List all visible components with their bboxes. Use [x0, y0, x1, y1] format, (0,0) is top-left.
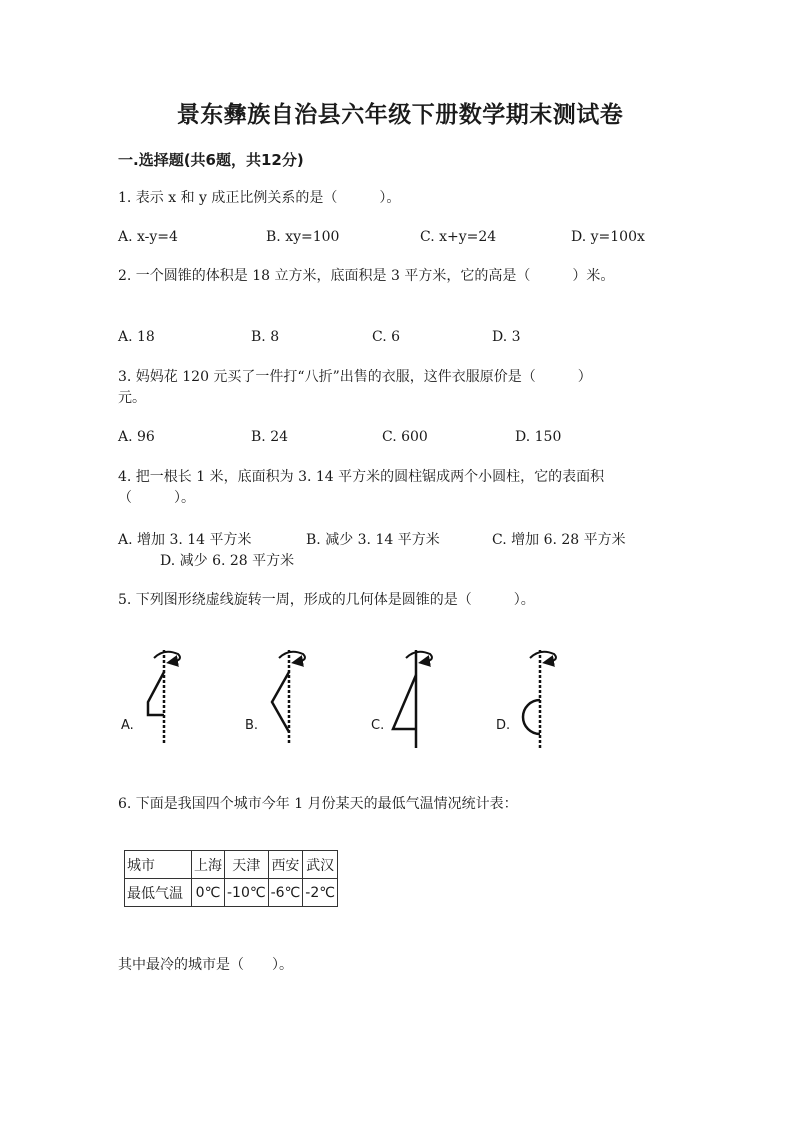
table-cell: 0℃ [192, 879, 225, 907]
question-6-followup: 其中最冷的城市是（ ）。 [118, 957, 293, 973]
q1-option-c[interactable]: C. x+y=24 [420, 229, 497, 245]
q2-option-a[interactable]: A. 18 [118, 329, 155, 345]
table-cell: 武汉 [303, 851, 338, 879]
table-cell: 天津 [225, 851, 269, 879]
q4-option-b[interactable]: B. 减少 3. 14 平方米 [306, 532, 440, 548]
question-1-text: 1. 表示 x 和 y 成正比例关系的是（ ）。 [118, 190, 401, 206]
table-cell: -6℃ [268, 879, 303, 907]
q3-option-d[interactable]: D. 150 [515, 429, 562, 445]
question-6-text: 6. 下面是我国四个城市今年 1 月份某天的最低气温情况统计表： [118, 796, 518, 812]
figure-label-a: A. [121, 718, 134, 733]
figure-d[interactable] [523, 650, 556, 748]
q3-option-a[interactable]: A. 96 [118, 429, 155, 445]
question-3-text-line2: 元。 [118, 390, 146, 406]
q2-option-b[interactable]: B. 8 [251, 329, 280, 345]
q1-option-b[interactable]: B. xy=100 [266, 229, 340, 245]
table-row [125, 879, 338, 907]
q4-option-a[interactable]: A. 增加 3. 14 平方米 [118, 532, 252, 548]
q1-option-a[interactable]: A. x-y=4 [118, 229, 178, 245]
table-cell: 上海 [192, 851, 225, 879]
q3-option-c[interactable]: C. 600 [382, 429, 428, 445]
question-3-text-line1: 3. 妈妈花 120 元买了一件打“八折”出售的衣服，这件衣服原价是（ ） [118, 369, 592, 385]
table-cell: -10℃ [225, 879, 269, 907]
q4-option-c[interactable]: C. 增加 6. 28 平方米 [492, 532, 626, 548]
figure-c[interactable] [393, 650, 432, 748]
question-2-text: 2. 一个圆锥的体积是 18 立方米，底面积是 3 平方米，它的高是（ ）米。 [118, 268, 615, 284]
figure-b[interactable] [272, 650, 305, 745]
page-title: 景东彝族自治县六年级下册数学期末测试卷 [176, 102, 624, 128]
figure-label-d: D. [496, 718, 511, 733]
q2-option-c[interactable]: C. 6 [372, 329, 401, 345]
section-heading: 一.选择题(共6题，共12分) [118, 151, 304, 169]
figure-label-c: C. [371, 718, 385, 733]
table-cell: 城市 [125, 851, 192, 879]
figure-label-b: B. [245, 718, 259, 733]
table-cell: 西安 [268, 851, 303, 879]
question-4-text-line1: 4. 把一根长 1 米，底面积为 3. 14 平方米的圆柱锯成两个小圆柱，它的表面积 [118, 469, 605, 485]
table-row [125, 851, 338, 879]
table-cell: 最低气温 [125, 879, 192, 907]
question-4-text-line2: （ ）。 [118, 490, 195, 506]
figure-a[interactable] [148, 650, 180, 745]
table-cell: -2℃ [303, 879, 338, 907]
q2-option-d[interactable]: D. 3 [492, 329, 521, 345]
q3-option-b[interactable]: B. 24 [251, 429, 289, 445]
question-5-text: 5. 下列图形绕虚线旋转一周，形成的几何体是圆锥的是（ ）。 [118, 592, 535, 608]
temperature-table [124, 850, 338, 907]
q4-option-d[interactable]: D. 减少 6. 28 平方米 [160, 553, 295, 569]
q1-option-d[interactable]: D. y=100x [571, 229, 645, 245]
rotation-figures [110, 640, 590, 755]
